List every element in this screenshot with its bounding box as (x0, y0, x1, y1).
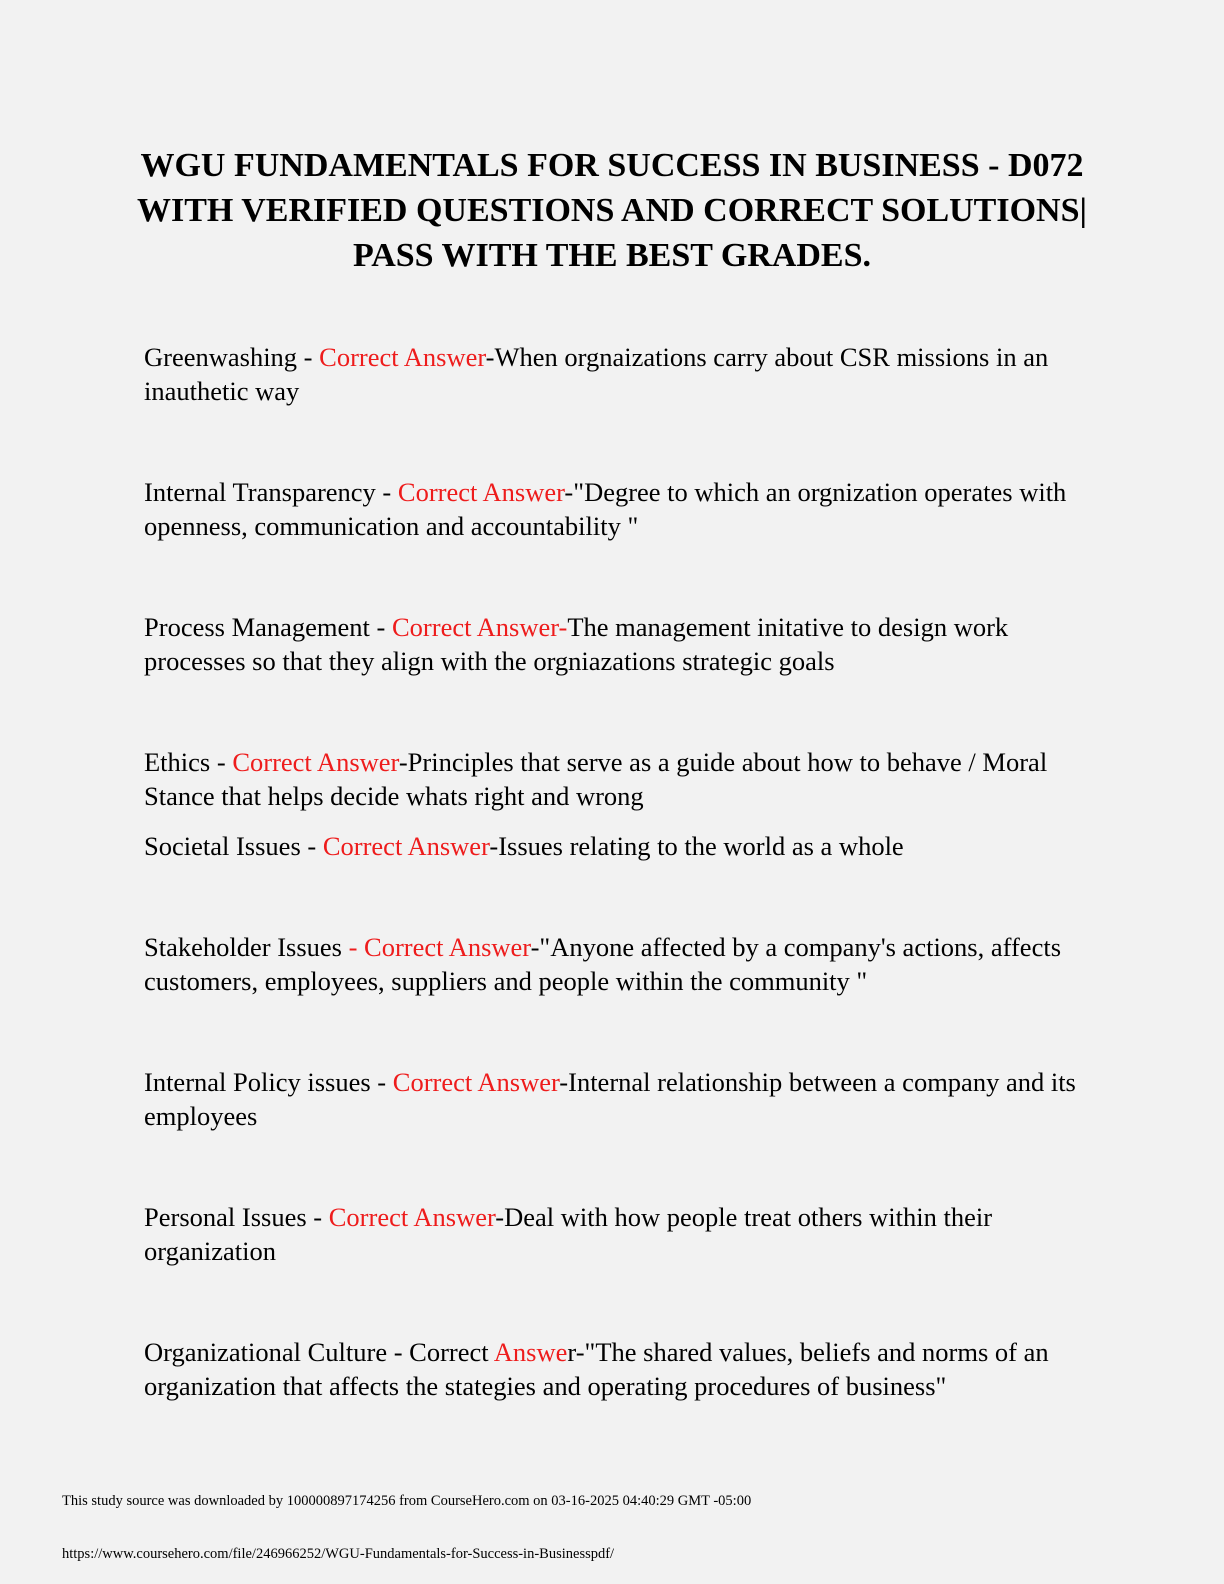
entry-definition: -Internal relationship between a company and its employees (144, 1067, 1076, 1131)
entry-definition: -Principles that serve as a guide about how to behave / Moral Stance that helps decide whats right and wrong (144, 747, 1048, 811)
entry-term: Process Management - (144, 612, 392, 642)
correct-answer-label: Correct Answer (319, 342, 486, 372)
entry-greenwashing (144, 340, 1079, 408)
correct-answer-label: Correct Answer (397, 477, 565, 507)
entry-internal-policy-issues (144, 1065, 1079, 1133)
entry-organizational-culture (144, 1335, 1079, 1403)
correct-answer-label: Correct Answer (392, 1067, 560, 1097)
entry-term: Internal Policy issues - (144, 1067, 393, 1097)
entry-definition: The management initative to design work processes so that they align with the orgniazations strategic goals (144, 612, 1009, 676)
entry-term: Societal Issues - (144, 831, 323, 861)
entry-definition: -When orgnaizations carry about CSR missions in an inauthetic way (144, 342, 1049, 406)
correct-answer-label: Answe (493, 1337, 568, 1367)
correct-answer-label: Correct Answer (322, 831, 490, 861)
entry-societal-issues (144, 829, 1079, 863)
source-url-footer[interactable]: https://www.coursehero.com/file/246966252/WGU-Fundamentals-for-Success-in-Businesspdf/ (62, 1546, 615, 1562)
entry-personal-issues (144, 1200, 1079, 1268)
correct-answer-label: Correct Answer (232, 747, 399, 777)
entry-definition: -"Degree to which an orgnization operates with openness, communication and accountability " (144, 477, 1067, 541)
entry-definition: -Deal with how people treat others within their organization (144, 1202, 993, 1266)
entry-term: Ethics - (144, 747, 233, 777)
entry-definition: -"Anyone affected by a company's actions, affects customers, employees, suppliers and people within the community " (144, 932, 1062, 996)
entry-stakeholder-issues (144, 930, 1079, 998)
entry-process-management (144, 610, 1079, 678)
correct-answer-label: Correct Answer- (392, 612, 568, 642)
entry-internal-transparency (144, 475, 1079, 543)
entry-term: Internal Transparency - (144, 477, 398, 507)
entry-definition: -Issues relating to the world as a whole (489, 831, 904, 861)
correct-answer-label: Correct Answer (328, 1202, 496, 1232)
entry-term: Greenwashing - (144, 342, 320, 372)
correct-answer-label: - Correct Answer (348, 932, 531, 962)
entry-term: Personal Issues - (144, 1202, 329, 1232)
entry-term: Stakeholder Issues (144, 932, 349, 962)
entry-ethics (144, 745, 1079, 813)
entry-term: Organizational Culture - Correct (144, 1337, 494, 1367)
download-source-footer: This study source was downloaded by 100000897174256 from CourseHero.com on 03-16-2025 04:40:29 GMT -05:00 (62, 1493, 752, 1509)
document-title: WGU FUNDAMENTALS FOR SUCCESS IN BUSINESS - D072 WITH VERIFIED QUESTIONS AND CORRECT SOLUTIONS| PASS WITH THE BEST GRADES. (137, 147, 1087, 274)
entry-definition: r-"The shared values, beliefs and norms of an organization that affects the stategies and operating procedures of business" (144, 1337, 1049, 1401)
